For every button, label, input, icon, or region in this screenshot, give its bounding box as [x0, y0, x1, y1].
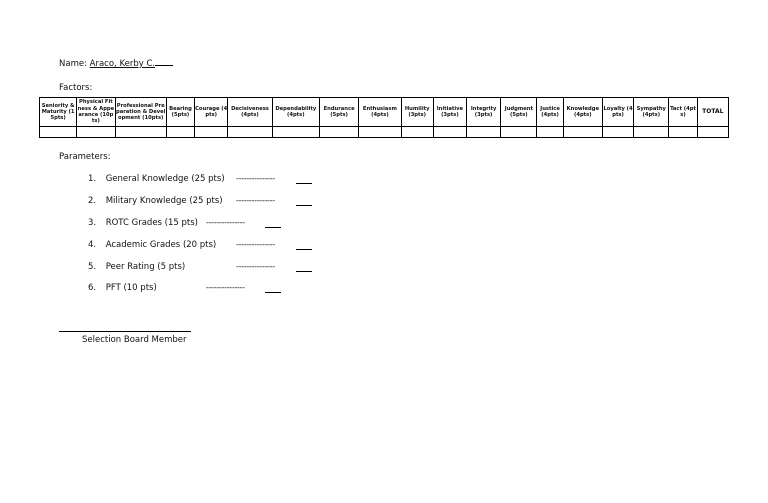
signature-label: Selection Board Member	[82, 335, 187, 345]
parameter-number: 2.	[88, 196, 97, 206]
score-row	[40, 127, 729, 138]
factors-header-row	[40, 98, 729, 127]
name-value: Araco, Kerby C.	[89, 59, 156, 69]
factors-table	[39, 97, 729, 138]
score-cell[interactable]	[563, 127, 602, 138]
factor-header: Endurance (5pts)	[319, 98, 358, 127]
score-cell[interactable]	[77, 127, 115, 138]
factor-header: Tact (4pts)	[669, 98, 697, 127]
factor-header: Judgment (5pts)	[501, 98, 537, 127]
total-header: TOTAL	[697, 98, 728, 127]
parameter-item	[88, 262, 275, 272]
score-cell[interactable]	[669, 127, 697, 138]
parameter-score-blank[interactable]	[296, 271, 312, 272]
score-cell[interactable]	[602, 127, 633, 138]
parameter-number: 4.	[88, 240, 97, 250]
parameter-label: Peer Rating (5 pts)	[105, 262, 186, 272]
parameter-label: Military Knowledge (25 pts)	[105, 196, 223, 206]
parameter-label: Academic Grades (20 pts)	[105, 240, 217, 250]
factor-header: Seniority & Maturity (15pts)	[40, 98, 77, 127]
name-line	[59, 58, 173, 69]
parameter-dashes: ---------------	[236, 240, 275, 249]
score-cell[interactable]	[40, 127, 77, 138]
factor-header: Physical Fitness & Appearance (10pts)	[77, 98, 115, 127]
parameter-dashes: ---------------	[236, 174, 275, 183]
parameters-label: Parameters:	[59, 152, 111, 162]
score-cell[interactable]	[501, 127, 537, 138]
factor-header: Initiative (3pts)	[433, 98, 466, 127]
parameter-dashes: ---------------	[206, 218, 245, 227]
factor-header: Professional Preparation & Development (10pts)	[115, 98, 166, 127]
factor-header: Enthusiasm (4pts)	[359, 98, 401, 127]
parameter-item	[88, 240, 275, 250]
parameter-dashes: ---------------	[236, 262, 275, 271]
score-cell[interactable]	[115, 127, 166, 138]
parameter-score-blank[interactable]	[296, 249, 312, 250]
score-cell[interactable]	[228, 127, 272, 138]
parameter-item	[88, 283, 245, 293]
signature-line[interactable]	[59, 331, 191, 332]
factors-label: Factors:	[59, 83, 93, 93]
factor-header: Loyalty (4 pts)	[602, 98, 633, 127]
parameter-number: 5.	[88, 262, 97, 272]
parameter-number: 1.	[88, 174, 97, 184]
parameter-score-blank[interactable]	[296, 205, 312, 206]
score-cell[interactable]	[537, 127, 563, 138]
parameter-item	[88, 174, 275, 184]
parameter-score-blank[interactable]	[265, 227, 281, 228]
factor-header: Humility (3pts)	[401, 98, 433, 127]
parameter-number: 3.	[88, 218, 97, 228]
name-underline-tail	[155, 58, 173, 66]
factor-header: Integrity (3pts)	[467, 98, 501, 127]
factor-header: Dependability (4pts)	[272, 98, 319, 127]
factor-header: Decisiveness (4pts)	[228, 98, 272, 127]
factor-header: Bearing (5pts)	[166, 98, 194, 127]
factor-header: Justice (4pts)	[537, 98, 563, 127]
factor-header: Sympathy (4pts)	[634, 98, 669, 127]
name-label: Name:	[59, 59, 87, 69]
factor-header: Knowledge (4pts)	[563, 98, 602, 127]
parameter-dashes: ---------------	[236, 196, 275, 205]
score-cell[interactable]	[359, 127, 401, 138]
parameter-label: ROTC Grades (15 pts)	[105, 218, 198, 228]
score-cell[interactable]	[433, 127, 466, 138]
parameter-item	[88, 196, 275, 206]
parameter-item	[88, 218, 245, 228]
score-cell[interactable]	[272, 127, 319, 138]
factor-header: Courage (4pts)	[195, 98, 228, 127]
score-cell[interactable]	[634, 127, 669, 138]
score-cell[interactable]	[319, 127, 358, 138]
parameter-score-blank[interactable]	[296, 183, 312, 184]
total-cell[interactable]	[697, 127, 728, 138]
parameter-label: General Knowledge (25 pts)	[105, 174, 225, 184]
score-cell[interactable]	[166, 127, 194, 138]
score-cell[interactable]	[401, 127, 433, 138]
parameter-label: PFT (10 pts)	[105, 283, 157, 293]
parameter-score-blank[interactable]	[265, 292, 281, 293]
score-cell[interactable]	[195, 127, 228, 138]
score-cell[interactable]	[467, 127, 501, 138]
parameter-dashes: ---------------	[206, 283, 245, 292]
parameter-number: 6.	[88, 283, 97, 293]
